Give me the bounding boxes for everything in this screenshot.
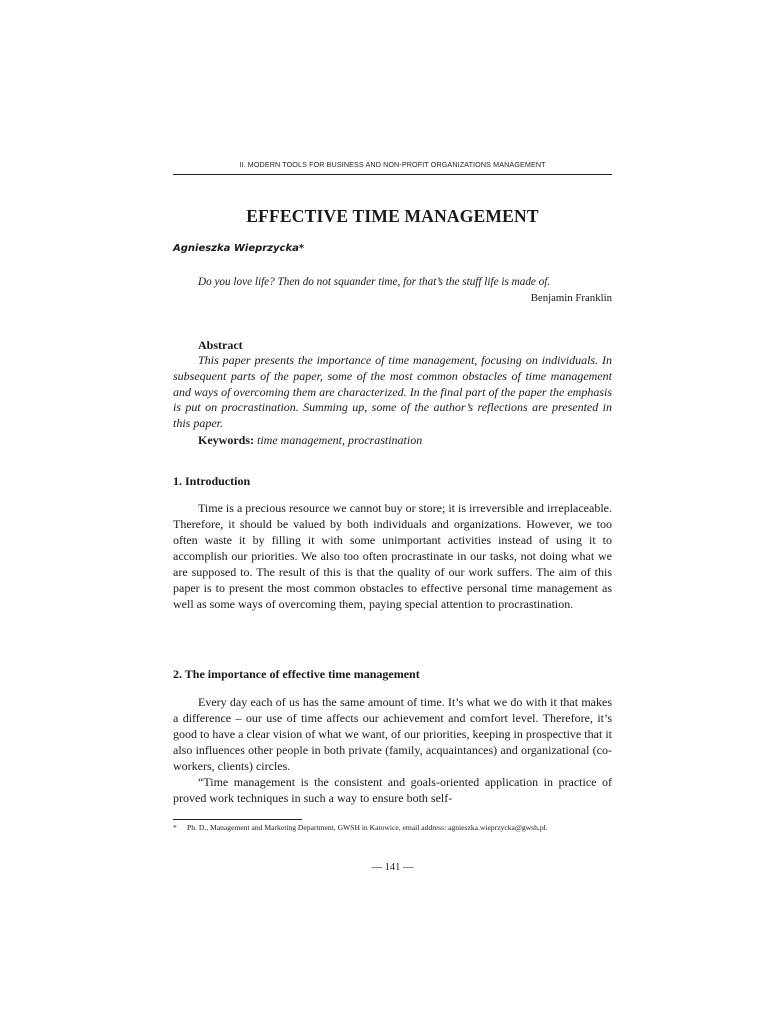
- paper-title: EFFECTIVE TIME MANAGEMENT: [246, 206, 539, 226]
- running-head: II. MODERN TOOLS FOR BUSINESS AND NON-PROFIT ORGANIZATIONS MANAGEMENT: [239, 160, 546, 169]
- epigraph-quote: Do you love life? Then do not squander time, for that’s the stuff life is made of.: [198, 276, 551, 288]
- keywords-label: Keywords:: [198, 433, 254, 447]
- importance-paragraph-1: Every day each of us has the same amount of time. It’s what we do with it that makes a difference – our use of time affects our achievement and comfort level. Therefore, it’s good to have a clear vision of what we want, of our priorities, keeping in prospective that it also influences other people in both private (family, acquaintances) and organizational (co-workers, clients) circles.: [173, 695, 612, 773]
- footnote-mark: *: [173, 823, 177, 832]
- keywords-line: [198, 433, 422, 448]
- abstract-body: This paper presents the importance of time management, focusing on individuals. In subsequent parts of the paper, some of the most common obstacles of time management and ways of overcoming them are characterized. In the final part of the paper the emphasis is put on procrastination. Summing up, some of the author’s reflections are presented in this paper.: [173, 353, 612, 431]
- section-heading-introduction: 1. Introduction: [173, 474, 251, 488]
- epigraph-source: Benjamin Franklin: [530, 292, 612, 304]
- footnote-text: Ph. D., Management and Marketing Department, GWSH in Katowice, email address: agnieszka.wieprzycka@gwsh.pl.: [187, 823, 548, 832]
- footnote: [173, 823, 612, 832]
- author-name: Agnieszka Wieprzycka*: [173, 243, 305, 254]
- introduction-paragraph: Time is a precious resource we cannot buy or store; it is irreversible and irreplaceable. Therefore, it should be valued by both individuals and organizations. However, we too often waste it by filling it with some unimportant activities instead of using it to accomplish our priorities. We also too often procrastinate in our tasks, not doing what we are supposed to. The result of this is that the quality of our work suffers. The aim of this paper is to present the most common obstacles to effective personal time management as well as some ways of overcoming them, paying special attention to procrastination.: [173, 501, 612, 611]
- section-heading-importance: 2. The importance of effective time management: [173, 667, 420, 681]
- header-rule: [173, 174, 612, 175]
- importance-paragraph-2: “Time management is the consistent and goals-oriented application in practice of proved work techniques in such a way to ensure both self-: [173, 775, 612, 805]
- footnote-rule: [173, 819, 302, 820]
- keywords-list: time management, procrastination: [257, 433, 423, 447]
- page-number: — 141 —: [371, 862, 414, 873]
- abstract-heading: Abstract: [198, 338, 243, 352]
